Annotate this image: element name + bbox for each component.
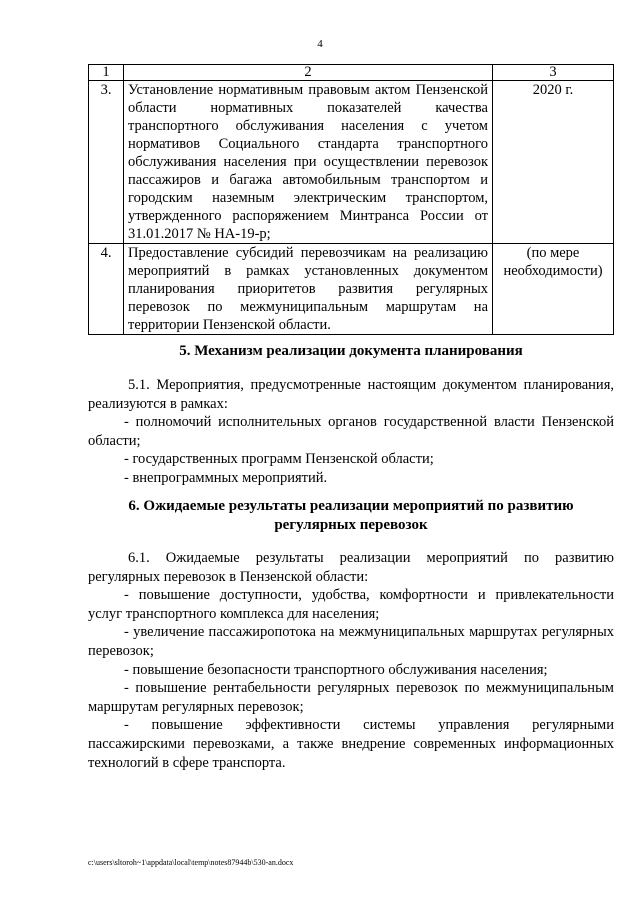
table-header-cell: 1: [89, 65, 124, 81]
table-row: [89, 81, 614, 244]
section-6-heading-line1: 6. Ожидаемые результаты реализации мероприятий по развитию: [128, 498, 574, 514]
section-6-heading: [88, 497, 614, 535]
row-description: Предоставление субсидий перевозчикам на реализацию мероприятий в рамках установленных документом планирования приоритетов развития регулярных перевозок по межмуниципальным маршрутам на территории Пензенской области.: [124, 244, 493, 335]
list-item: - полномочий исполнительных органов государственной власти Пензенской области;: [88, 414, 614, 449]
list-item: - увеличение пассажиропотока на межмуниципальных маршрутах регулярных перевозок;: [88, 624, 614, 659]
row-term: 2020 г.: [493, 81, 614, 244]
page-number: 4: [317, 38, 323, 50]
section-6-heading-line2: регулярных перевозок: [274, 517, 428, 533]
list-item: - государственных программ Пензенской области;: [124, 451, 434, 468]
table-header-row: [89, 65, 614, 81]
row-term: (по мере необходимости): [493, 244, 614, 335]
row-number: 3.: [89, 81, 124, 244]
list-item: - повышение безопасности транспортного обслуживания населения;: [124, 661, 548, 678]
section-6-body: [88, 549, 614, 772]
section-6-intro: 6.1. Ожидаемые результаты реализации мероприятий по развитию регулярных перевозок в Пензенской области:: [88, 550, 614, 585]
measures-table: [88, 64, 614, 335]
row-number: 4.: [89, 244, 124, 335]
table-header-cell: 3: [493, 65, 614, 81]
section-5-heading: 5. Механизм реализации документа планирования: [179, 343, 523, 359]
table-header-cell: 2: [124, 65, 493, 81]
list-item: - внепрограммных мероприятий.: [124, 469, 328, 486]
row-description: Установление нормативным правовым актом Пензенской области нормативных показателей качества транспортного обслуживания населения с учетом нормативов Социального стандарта транспортного обслуживания населения при осуществлении перевозок пассажиров и багажа автомобильным транспортом и городским наземным электрическим транспортом, утвержденного распоряжением Минтранса России от 31.01.2017 № НА-19-р;: [124, 81, 493, 244]
section-5-body: [88, 376, 614, 488]
table-row: [89, 244, 614, 335]
list-item: - повышение доступности, удобства, комфортности и привлекательности услуг транспортного комплекса для населения;: [88, 587, 614, 622]
list-item: - повышение эффективности системы управления регулярными пассажирскими перевозками, а также внедрение современных информационных технологий в сфере транспорта.: [88, 717, 614, 771]
list-item: - повышение рентабельности регулярных перевозок по межмуниципальным маршрутам регулярных перевозок;: [88, 680, 614, 715]
section-5-intro: 5.1. Мероприятия, предусмотренные настоящим документом планирования, реализуются в рамках:: [88, 377, 614, 412]
footer-file-path: c:\users\sltoroh~1\appdata\local\temp\notes87944b\530-an.docx: [88, 858, 294, 867]
